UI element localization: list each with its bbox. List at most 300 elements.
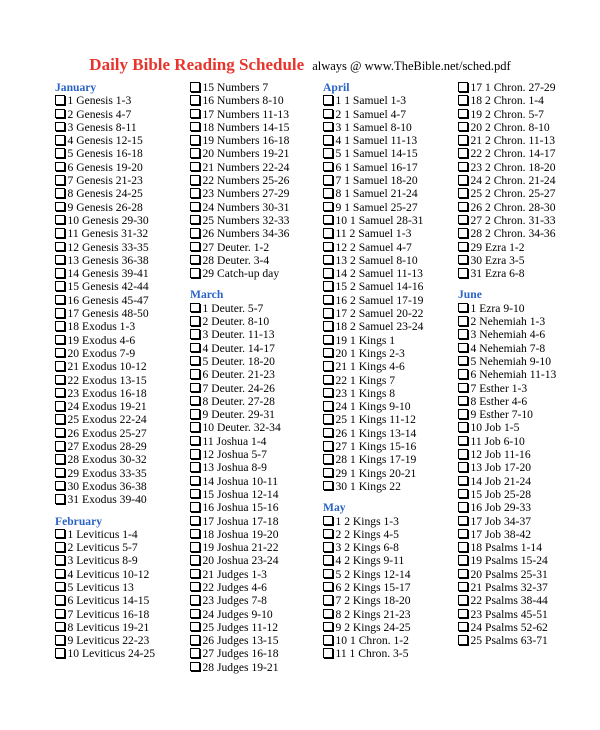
checkbox[interactable]: [55, 321, 65, 331]
checkbox[interactable]: [323, 122, 333, 132]
checkbox[interactable]: [190, 462, 200, 472]
checkbox[interactable]: [55, 542, 65, 552]
checkbox[interactable]: [190, 529, 200, 539]
reading-label: 26 Exodus 25-27: [67, 426, 147, 440]
reading-label: 11 Job 6-10: [470, 434, 525, 448]
reading-label: 12 2 Samuel 4-7: [335, 240, 412, 254]
reading-label: 1 Leviticus 1-4: [67, 527, 138, 541]
reading-item: [458, 187, 588, 200]
reading-item: [190, 94, 320, 107]
checkbox[interactable]: [55, 494, 65, 504]
checkbox[interactable]: [323, 609, 333, 619]
checkbox[interactable]: [55, 361, 65, 371]
checkbox[interactable]: [323, 635, 333, 645]
reading-label: 14 Job 21-24: [470, 474, 532, 488]
checkbox[interactable]: [55, 255, 65, 265]
reading-label: 21 1 Kings 4-6: [335, 360, 405, 374]
checkbox[interactable]: [55, 308, 65, 318]
checkbox[interactable]: [190, 622, 200, 632]
checkbox[interactable]: [458, 462, 468, 472]
reading-label: 1 Deuter. 5-7: [202, 301, 264, 315]
reading-label: 15 2 Samuel 14-16: [335, 280, 424, 294]
reading-item: [458, 448, 588, 461]
reading-label: 2 2 Kings 4-5: [335, 527, 399, 541]
checkbox[interactable]: [55, 481, 65, 491]
checkbox[interactable]: [323, 135, 333, 145]
checkbox[interactable]: [458, 569, 468, 579]
checkbox[interactable]: [323, 175, 333, 185]
checkbox[interactable]: [190, 476, 200, 486]
reading-label: 30 1 Kings 22: [335, 479, 401, 493]
reading-label: 28 Deuter. 3-4: [202, 253, 270, 267]
reading-item: [55, 334, 185, 347]
reading-item: [323, 267, 453, 280]
checkbox[interactable]: [55, 595, 65, 605]
checkbox[interactable]: [190, 383, 200, 393]
checkbox[interactable]: [190, 329, 200, 339]
reading-item: [458, 302, 588, 315]
reading-item: [55, 360, 185, 373]
reading-label: 5 2 Kings 12-14: [335, 567, 411, 581]
checkbox[interactable]: [55, 401, 65, 411]
checkbox[interactable]: [458, 109, 468, 119]
checkbox[interactable]: [55, 441, 65, 451]
reading-label: 1 Ezra 9-10: [470, 301, 525, 315]
reading-label: 24 Numbers 30-31: [202, 200, 290, 214]
checkbox[interactable]: [323, 308, 333, 318]
reading-label: 25 2 Chron. 25-27: [470, 187, 556, 201]
reading-label: 23 Psalms 45-51: [470, 607, 548, 621]
reading-item: [323, 427, 453, 440]
checkbox[interactable]: [190, 569, 200, 579]
reading-item: [458, 134, 588, 147]
reading-label: 7 Deuter. 24-26: [202, 381, 275, 395]
checkbox[interactable]: [323, 555, 333, 565]
checkbox[interactable]: [323, 335, 333, 345]
reading-label: 30 Exodus 36-38: [67, 479, 147, 493]
checkbox[interactable]: [323, 454, 333, 464]
checkbox[interactable]: [190, 449, 200, 459]
checkbox[interactable]: [458, 542, 468, 552]
reading-item: [190, 647, 320, 660]
checkbox[interactable]: [323, 348, 333, 358]
checkbox[interactable]: [323, 242, 333, 252]
checkbox[interactable]: [323, 375, 333, 385]
checkbox[interactable]: [323, 414, 333, 424]
reading-label: 25 Psalms 63-71: [470, 634, 548, 648]
checkbox[interactable]: [190, 422, 200, 432]
reading-label: 1 1 Samuel 1-3: [335, 94, 407, 108]
checkbox[interactable]: [323, 95, 333, 105]
checkbox[interactable]: [458, 329, 468, 339]
checkbox[interactable]: [55, 569, 65, 579]
checkbox[interactable]: [323, 148, 333, 158]
reading-item: [190, 408, 320, 421]
checkbox[interactable]: [190, 122, 200, 132]
reading-label: 25 1 Kings 11-12: [335, 413, 416, 427]
checkbox[interactable]: [458, 202, 468, 212]
reading-label: 13 Genesis 36-38: [67, 253, 149, 267]
checkbox[interactable]: [55, 95, 65, 105]
checkbox[interactable]: [458, 422, 468, 432]
reading-item: [458, 368, 588, 381]
checkbox[interactable]: [458, 188, 468, 198]
reading-item: [190, 328, 320, 341]
reading-item: [190, 501, 320, 514]
reading-label: 20 Joshua 23-24: [202, 554, 279, 568]
reading-label: 16 Numbers 8-10: [202, 94, 284, 108]
reading-item: [458, 174, 588, 187]
checkbox[interactable]: [458, 82, 468, 92]
reading-label: 12 Job 11-16: [470, 448, 531, 462]
checkbox[interactable]: [55, 454, 65, 464]
reading-item: [190, 121, 320, 134]
checkbox[interactable]: [323, 468, 333, 478]
checkbox[interactable]: [458, 162, 468, 172]
checkbox[interactable]: [323, 188, 333, 198]
checkbox[interactable]: [190, 162, 200, 172]
reading-item: [190, 315, 320, 328]
reading-item: [190, 382, 320, 395]
reading-item: [190, 661, 320, 674]
reading-item: [458, 382, 588, 395]
schedule-column-2: [190, 81, 320, 674]
checkbox[interactable]: [458, 95, 468, 105]
checkbox[interactable]: [190, 555, 200, 565]
reading-label: 19 Numbers 16-18: [202, 134, 290, 148]
checkbox[interactable]: [55, 295, 65, 305]
checkbox[interactable]: [190, 582, 200, 592]
reading-item: [458, 581, 588, 594]
checkbox[interactable]: [190, 316, 200, 326]
reading-label: 18 Numbers 14-15: [202, 120, 290, 134]
checkbox[interactable]: [55, 375, 65, 385]
checkbox[interactable]: [190, 542, 200, 552]
checkbox[interactable]: [323, 582, 333, 592]
checkbox[interactable]: [190, 228, 200, 238]
checkbox[interactable]: [323, 388, 333, 398]
checkbox[interactable]: [458, 436, 468, 446]
checkbox[interactable]: [190, 268, 200, 278]
checkbox[interactable]: [55, 188, 65, 198]
reading-label: 19 Joshua 21-22: [202, 541, 279, 555]
checkbox[interactable]: [55, 135, 65, 145]
checkbox[interactable]: [458, 609, 468, 619]
reading-label: 26 Judges 13-15: [202, 634, 279, 648]
checkbox[interactable]: [190, 502, 200, 512]
reading-item: [323, 440, 453, 453]
reading-label: 18 2 Samuel 23-24: [335, 320, 424, 334]
reading-item: [458, 201, 588, 214]
checkbox[interactable]: [323, 648, 333, 658]
checkbox[interactable]: [323, 162, 333, 172]
checkbox[interactable]: [458, 635, 468, 645]
reading-item: [323, 360, 453, 373]
checkbox[interactable]: [458, 255, 468, 265]
reading-item: [323, 621, 453, 634]
checkbox[interactable]: [55, 635, 65, 645]
checkbox[interactable]: [458, 215, 468, 225]
reading-item: [323, 541, 453, 554]
checkbox[interactable]: [458, 622, 468, 632]
reading-item: [458, 147, 588, 160]
checkbox[interactable]: [458, 175, 468, 185]
reading-label: 2 1 Samuel 4-7: [335, 107, 407, 121]
checkbox[interactable]: [458, 396, 468, 406]
checkbox[interactable]: [323, 529, 333, 539]
reading-item: [323, 647, 453, 660]
reading-label: 6 1 Samuel 16-17: [335, 160, 418, 174]
checkbox[interactable]: [190, 648, 200, 658]
checkbox[interactable]: [190, 662, 200, 672]
reading-item: [190, 541, 320, 554]
checkbox[interactable]: [190, 135, 200, 145]
checkbox[interactable]: [55, 348, 65, 358]
reading-item: [323, 480, 453, 493]
reading-label: 28 2 Chron. 34-36: [470, 227, 556, 241]
checkbox[interactable]: [55, 175, 65, 185]
reading-label: 27 Judges 16-18: [202, 647, 279, 661]
reading-item: [458, 554, 588, 567]
checkbox[interactable]: [190, 396, 200, 406]
checkbox[interactable]: [323, 228, 333, 238]
checkbox[interactable]: [190, 202, 200, 212]
checkbox[interactable]: [190, 95, 200, 105]
reading-item: [190, 214, 320, 227]
reading-item: [55, 347, 185, 360]
checkbox[interactable]: [190, 82, 200, 92]
checkbox[interactable]: [190, 489, 200, 499]
checkbox[interactable]: [458, 268, 468, 278]
checkbox[interactable]: [55, 148, 65, 158]
checkbox[interactable]: [458, 135, 468, 145]
checkbox[interactable]: [190, 436, 200, 446]
reading-label: 4 1 Samuel 11-13: [335, 134, 418, 148]
reading-item: [323, 94, 453, 107]
checkbox[interactable]: [458, 555, 468, 565]
reading-label: 18 Psalms 1-14: [470, 541, 542, 555]
checkbox[interactable]: [55, 609, 65, 619]
checkbox[interactable]: [55, 555, 65, 565]
reading-item: [55, 214, 185, 227]
reading-item: [323, 161, 453, 174]
checkbox[interactable]: [55, 468, 65, 478]
reading-item: [55, 241, 185, 254]
reading-item: [323, 581, 453, 594]
checkbox[interactable]: [323, 516, 333, 526]
reading-label: 2 Leviticus 5-7: [67, 541, 138, 555]
checkbox[interactable]: [323, 595, 333, 605]
checkbox[interactable]: [458, 582, 468, 592]
reading-label: 14 2 Samuel 11-13: [335, 267, 423, 281]
checkbox[interactable]: [323, 401, 333, 411]
reading-label: 31 Exodus 39-40: [67, 493, 147, 507]
checkbox[interactable]: [190, 188, 200, 198]
checkbox[interactable]: [458, 343, 468, 353]
reading-item: [55, 161, 185, 174]
checkbox[interactable]: [55, 109, 65, 119]
reading-item: [323, 134, 453, 147]
checkbox[interactable]: [323, 622, 333, 632]
checkbox[interactable]: [458, 356, 468, 366]
checkbox[interactable]: [55, 202, 65, 212]
checkbox[interactable]: [190, 609, 200, 619]
checkbox[interactable]: [458, 316, 468, 326]
checkbox[interactable]: [190, 409, 200, 419]
reading-item: [190, 554, 320, 567]
reading-item: [323, 121, 453, 134]
reading-item: [458, 475, 588, 488]
checkbox[interactable]: [458, 242, 468, 252]
reading-item: [323, 227, 453, 240]
reading-label: 13 2 Samuel 8-10: [335, 253, 418, 267]
reading-item: [323, 294, 453, 307]
checkbox[interactable]: [458, 228, 468, 238]
checkbox[interactable]: [323, 295, 333, 305]
checkbox[interactable]: [458, 502, 468, 512]
reading-label: 26 1 Kings 13-14: [335, 426, 417, 440]
checkbox[interactable]: [190, 343, 200, 353]
checkbox[interactable]: [55, 268, 65, 278]
checkbox[interactable]: [323, 215, 333, 225]
reading-item: [458, 408, 588, 421]
checkbox[interactable]: [458, 409, 468, 419]
reading-label: 5 1 Samuel 14-15: [335, 147, 418, 161]
checkbox[interactable]: [323, 542, 333, 552]
checkbox[interactable]: [323, 281, 333, 291]
reading-label: 21 Numbers 22-24: [202, 160, 290, 174]
reading-item: [190, 488, 320, 501]
reading-item: [323, 147, 453, 160]
reading-item: [55, 493, 185, 506]
reading-item: [458, 568, 588, 581]
reading-item: [55, 413, 185, 426]
checkbox[interactable]: [55, 228, 65, 238]
page-subtitle: always @ www.TheBible.net/sched.pdf: [312, 59, 511, 73]
checkbox[interactable]: [190, 356, 200, 366]
checkbox[interactable]: [190, 516, 200, 526]
checkbox[interactable]: [458, 595, 468, 605]
reading-item: [55, 187, 185, 200]
checkbox[interactable]: [190, 255, 200, 265]
reading-label: 22 2 Chron. 14-17: [470, 147, 556, 161]
reading-item: [323, 280, 453, 293]
checkbox[interactable]: [458, 148, 468, 158]
checkbox[interactable]: [458, 489, 468, 499]
reading-item: [55, 267, 185, 280]
checkbox[interactable]: [190, 369, 200, 379]
reading-item: [55, 134, 185, 147]
reading-label: 15 Joshua 12-14: [202, 487, 279, 501]
reading-label: 29 Catch-up day: [202, 267, 280, 281]
reading-item: [190, 174, 320, 187]
reading-label: 15 Job 25-28: [470, 487, 532, 501]
reading-item: [458, 515, 588, 528]
checkbox[interactable]: [190, 242, 200, 252]
checkbox[interactable]: [55, 582, 65, 592]
page-title: Daily Bible Reading Schedule: [89, 55, 305, 74]
reading-item: [190, 581, 320, 594]
checkbox[interactable]: [458, 122, 468, 132]
checkbox[interactable]: [190, 303, 200, 313]
reading-item: [190, 161, 320, 174]
reading-item: [323, 334, 453, 347]
reading-item: [458, 315, 588, 328]
checkbox[interactable]: [458, 303, 468, 313]
checkbox[interactable]: [55, 162, 65, 172]
checkbox[interactable]: [190, 595, 200, 605]
month-heading: February: [55, 514, 103, 528]
reading-label: 21 2 Chron. 11-13: [470, 134, 556, 148]
checkbox[interactable]: [458, 369, 468, 379]
reading-label: 3 Genesis 8-11: [67, 120, 137, 134]
reading-label: 6 Genesis 19-20: [67, 160, 143, 174]
reading-item: [55, 174, 185, 187]
checkbox[interactable]: [323, 441, 333, 451]
reading-item: [190, 81, 320, 94]
checkbox[interactable]: [458, 516, 468, 526]
reading-label: 19 Exodus 4-6: [67, 333, 136, 347]
checkbox[interactable]: [323, 569, 333, 579]
checkbox[interactable]: [323, 109, 333, 119]
checkbox[interactable]: [190, 215, 200, 225]
reading-label: 11 2 Samuel 1-3: [335, 227, 412, 241]
checkbox[interactable]: [55, 242, 65, 252]
checkbox[interactable]: [458, 449, 468, 459]
reading-label: 20 Exodus 7-9: [67, 346, 136, 360]
checkbox[interactable]: [55, 428, 65, 438]
reading-label: 2 Nehemiah 1-3: [470, 315, 546, 329]
reading-label: 23 Judges 7-8: [202, 594, 267, 608]
checkbox[interactable]: [55, 122, 65, 132]
reading-item: [323, 254, 453, 267]
reading-item: [190, 254, 320, 267]
checkbox[interactable]: [55, 215, 65, 225]
checkbox[interactable]: [190, 109, 200, 119]
checkbox[interactable]: [323, 268, 333, 278]
checkbox[interactable]: [323, 361, 333, 371]
checkbox[interactable]: [323, 428, 333, 438]
checkbox[interactable]: [190, 635, 200, 645]
checkbox[interactable]: [55, 414, 65, 424]
reading-label: 4 Leviticus 10-12: [67, 567, 150, 581]
reading-item: [458, 541, 588, 554]
reading-label: 8 2 Kings 21-23: [335, 607, 411, 621]
reading-label: 16 2 Samuel 17-19: [335, 293, 424, 307]
checkbox[interactable]: [55, 622, 65, 632]
checkbox[interactable]: [190, 175, 200, 185]
checkbox[interactable]: [323, 481, 333, 491]
reading-item: [458, 214, 588, 227]
checkbox[interactable]: [55, 281, 65, 291]
checkbox[interactable]: [55, 648, 65, 658]
reading-item: [190, 634, 320, 647]
checkbox[interactable]: [323, 202, 333, 212]
checkbox[interactable]: [323, 255, 333, 265]
reading-label: 3 Nehemiah 4-6: [470, 328, 546, 342]
checkbox[interactable]: [323, 321, 333, 331]
checkbox[interactable]: [55, 335, 65, 345]
reading-label: 24 Psalms 52-62: [470, 620, 548, 634]
checkbox[interactable]: [55, 388, 65, 398]
checkbox[interactable]: [55, 529, 65, 539]
checkbox[interactable]: [458, 383, 468, 393]
checkbox[interactable]: [190, 148, 200, 158]
reading-label: 19 1 Kings 1: [335, 333, 396, 347]
checkbox[interactable]: [458, 476, 468, 486]
reading-item: [323, 108, 453, 121]
checkbox[interactable]: [458, 529, 468, 539]
